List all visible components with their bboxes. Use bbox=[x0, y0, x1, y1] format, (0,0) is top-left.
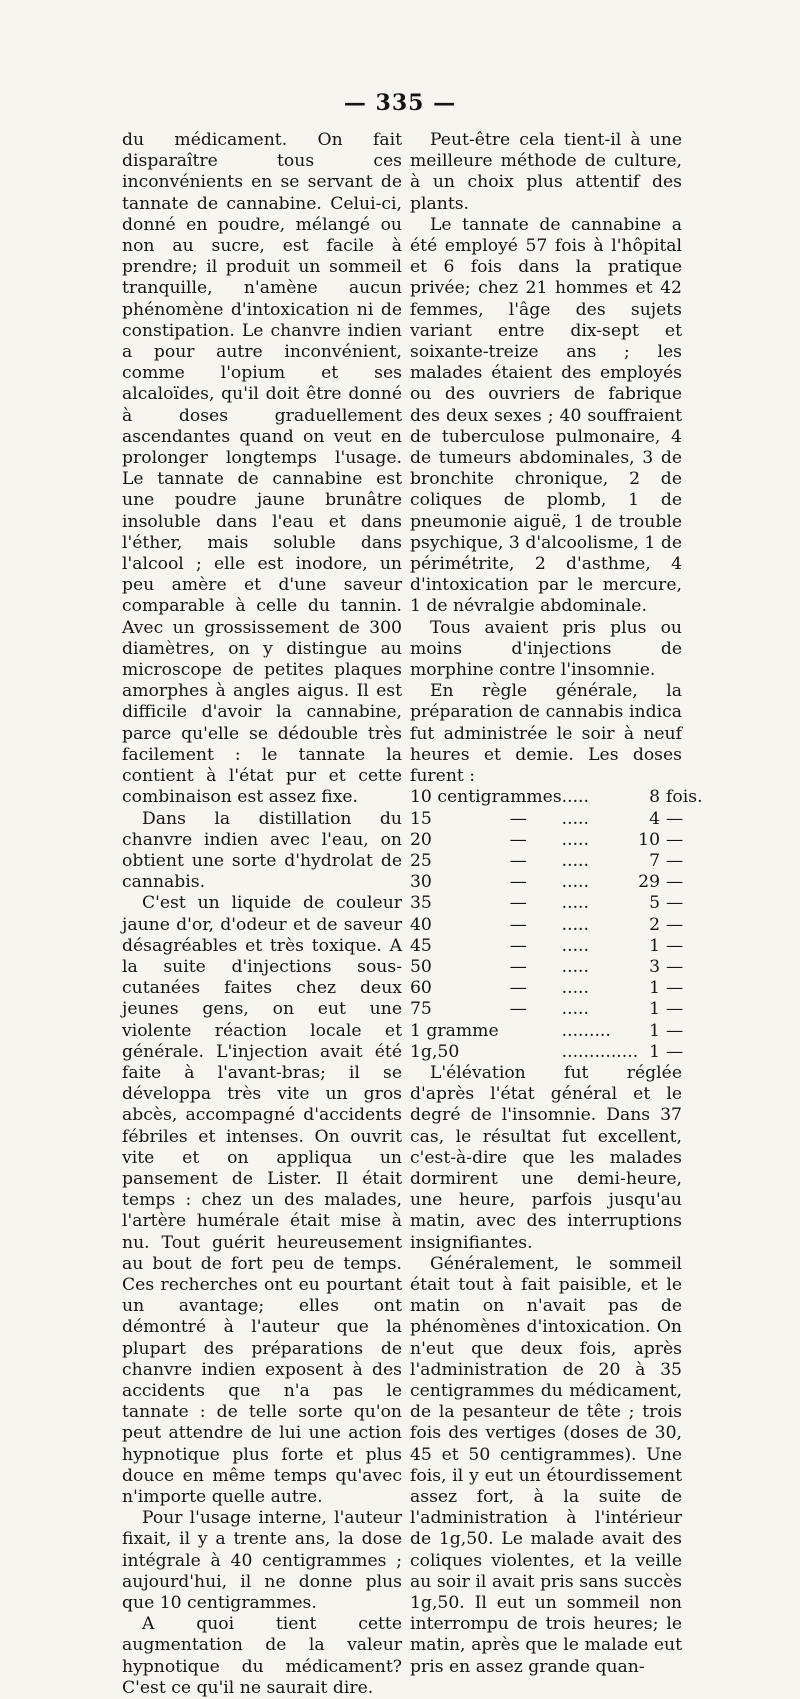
paragraph: Le tannate de cannabine a été employé 57 fois à l'hôpital et 6 fois dans la pratique privée; chez 21 hommes et 42 femmes, l'âge des sujets variant entre dix-sept et soixante-treize ans ; les malades étaient des employés ou des ouvriers de fabrique des deux sexes ; 40 souffraient de tuberculose pulmonaire, 4 de tumeurs abdominales, 3 de bronchite chronique, 2 de coliques de plomb, 1 de pneumonie aiguë, 1 de trouble psychique, 3 d'alcoolisme, 1 de périmétrite, 2 d'asthme, 4 d'intoxication par le mercure, 1 de névralgie abdominale. bbox=[410, 214, 682, 617]
dose-count: 1 bbox=[649, 1041, 661, 1062]
dose-amount: 10 centigrammes bbox=[410, 787, 562, 808]
dose-dots: ......... bbox=[561, 1020, 611, 1041]
dose-unit: — bbox=[666, 893, 684, 914]
dose-amount: 35 bbox=[410, 893, 432, 914]
paragraph: Généralement, le sommeil était tout à fait paisible, et le matin on n'avait pas de phénomènes d'intoxication. On n'eut que deux fois, après l'administration de 20 à 35 centigrammes du médicament, de la pesanteur de tête ; trois fois des vertiges (doses de 30, 45 et 50 centigrammes). Une fois, il y eut un étourdissement assez fort, à la suite de l'administration à l'intérieur de 1g,50. Le malade avait des coliques violentes, et la veille au soir il avait pris sans succès 1g,50. Il eut un sommeil non interrompu de trois heures; le matin, après que le malade eut pris en assez grande quan- bbox=[410, 1253, 682, 1677]
dose-table bbox=[410, 787, 703, 1063]
dose-unit: — bbox=[666, 935, 684, 956]
dose-dash: — bbox=[509, 999, 527, 1020]
dose-amount: 25 bbox=[410, 850, 432, 871]
dose-amount: 1 gramme bbox=[410, 1020, 499, 1041]
dose-row bbox=[410, 809, 703, 830]
dose-unit: fois. bbox=[666, 787, 703, 808]
dose-dots: ..... bbox=[561, 893, 589, 914]
right-column bbox=[410, 130, 703, 1678]
paragraph: A quoi tient cette augmentation de la valeur hypnotique du médicament? C'est ce qu'il ne saurait dire. bbox=[122, 1614, 402, 1698]
dose-unit: — bbox=[666, 850, 684, 871]
dose-dots: ..... bbox=[561, 978, 589, 999]
dose-amount: 45 bbox=[410, 935, 432, 956]
dose-dots: ..... bbox=[561, 914, 589, 935]
page-number: — 335 — bbox=[343, 90, 457, 116]
dose-unit: — bbox=[666, 978, 684, 999]
dose-amount: 75 bbox=[410, 999, 432, 1020]
dose-amount: 20 bbox=[410, 829, 432, 850]
dose-count: 7 bbox=[649, 850, 661, 871]
dose-dots: ..... bbox=[561, 808, 589, 829]
dose-count: 1 bbox=[649, 978, 661, 999]
dose-row bbox=[410, 999, 703, 1020]
dose-dash: — bbox=[509, 872, 527, 893]
dose-count: 29 bbox=[638, 872, 661, 893]
dose-amount: 15 bbox=[410, 808, 432, 829]
dose-row bbox=[410, 1042, 703, 1063]
dose-count: 3 bbox=[649, 956, 661, 977]
right-column-continuation bbox=[410, 1063, 682, 1678]
left-column bbox=[122, 130, 402, 1699]
paragraph: Tous avaient pris plus ou moins d'injections de morphine contre l'insomnie. bbox=[410, 617, 682, 681]
dose-row bbox=[410, 957, 703, 978]
dose-amount: 40 bbox=[410, 914, 432, 935]
dose-amount: 60 bbox=[410, 978, 432, 999]
dose-unit: — bbox=[666, 1020, 684, 1041]
dose-row bbox=[410, 872, 703, 893]
dose-count: 5 bbox=[649, 893, 661, 914]
dose-amount: 50 bbox=[410, 956, 432, 977]
dose-count: 2 bbox=[649, 914, 661, 935]
dose-dots: ..... bbox=[561, 872, 589, 893]
right-column-intro bbox=[410, 130, 682, 787]
dose-count: 1 bbox=[649, 935, 661, 956]
dose-row bbox=[410, 936, 703, 957]
dose-dots: ..... bbox=[561, 935, 589, 956]
dose-dots: ..... bbox=[561, 999, 589, 1020]
dose-count: 4 bbox=[649, 808, 661, 829]
dose-dots: ..... bbox=[561, 850, 589, 871]
dose-unit: — bbox=[666, 956, 684, 977]
dose-amount: 1g,50 bbox=[410, 1041, 460, 1062]
dose-dots: ..... bbox=[561, 787, 589, 808]
dose-row bbox=[410, 1021, 703, 1042]
dose-dash: — bbox=[509, 829, 527, 850]
dose-row bbox=[410, 851, 703, 872]
dose-count: 8 bbox=[649, 787, 661, 808]
dose-count: 1 bbox=[649, 1020, 661, 1041]
dose-count: 1 bbox=[649, 999, 661, 1020]
dose-dash: — bbox=[509, 914, 527, 935]
dose-row bbox=[410, 787, 703, 808]
dose-unit: — bbox=[666, 999, 684, 1020]
dose-unit: — bbox=[666, 808, 684, 829]
paragraph: Dans la distillation du chanvre indien avec l'eau, on obtient une sorte d'hydrolat de cannabis. bbox=[122, 808, 402, 893]
dose-dash: — bbox=[509, 808, 527, 829]
dose-row bbox=[410, 978, 703, 999]
dose-row bbox=[410, 893, 703, 914]
dose-row bbox=[410, 915, 703, 936]
dose-dash: — bbox=[509, 850, 527, 871]
paragraph: Peut-être cela tient-il à une meilleure méthode de culture, à un choix plus attentif des plants. bbox=[410, 130, 682, 214]
dose-dash: — bbox=[509, 935, 527, 956]
dose-dots: ..... bbox=[561, 829, 589, 850]
dose-dash: — bbox=[509, 978, 527, 999]
dose-unit: — bbox=[666, 1041, 684, 1062]
dose-unit: — bbox=[666, 914, 684, 935]
dose-unit: — bbox=[666, 872, 684, 893]
dose-dots: ..... bbox=[561, 956, 589, 977]
paragraph: En règle générale, la préparation de cannabis indica fut administrée le soir à neuf heures et demie. Les doses furent : bbox=[410, 681, 682, 787]
paragraph: du médicament. On fait disparaître tous ces inconvénients en se servant de tannate de cannabine. Celui-ci, donné en poudre, mélangé ou non au sucre, est facile à prendre; il produit un sommeil tranquille, n'amène aucun phénomène d'intoxication ni de constipation. Le chanvre indien a pour autre inconvénient, comme l'opium et ses alcaloïdes, qu'il doit être donné à doses graduellement ascendantes quand on veut en prolonger longtemps l'usage. Le tannate de cannabine est une poudre jaune brunâtre insoluble dans l'eau et dans l'éther, mais soluble dans l'alcool ; elle est inodore, un peu amère et d'une saveur comparable à celle du tannin. Avec un grossissement de 300 diamètres, on y distingue au microscope de petites plaques amorphes à angles aigus. Il est difficile d'avoir la cannabine, parce qu'elle se dédouble très facilement : le tannate la contient à l'état pur et cette combinaison est assez fixe. bbox=[122, 130, 402, 808]
dose-dash: — bbox=[509, 956, 527, 977]
dose-dots: .............. bbox=[561, 1041, 639, 1062]
dose-dash: — bbox=[509, 893, 527, 914]
paragraph: C'est un liquide de couleur jaune d'or, d'odeur et de saveur désagréables et très toxique. A la suite d'injections sous-cutanées faites chez deux jeunes gens, on eut une violente réaction locale et générale. L'injection avait été faite à l'avant-bras; il se développa très vite un gros abcès, accompagné d'accidents fébriles et intenses. On ouvrit vite et on appliqua un pansement de Lister. Il était temps : chez un des malades, l'artère humérale était mise à nu. Tout guérit heureusement au bout de fort peu de temps. Ces recherches ont eu pourtant un avantage; elles ont démontré à l'auteur que la plupart des préparations de chanvre indien exposent à des accidents que n'a pas le tannate : de telle sorte qu'on peut attendre de lui une action hypnotique plus forte et plus douce en même temps qu'avec n'importe quelle autre. bbox=[122, 893, 402, 1507]
dose-count: 10 bbox=[638, 829, 661, 850]
paragraph: L'élévation fut réglée d'après l'état général et le degré de l'insomnie. Dans 37 cas, le résultat fut excellent, c'est-à-dire que les malades dormirent une demi-heure, une heure, parfois jusqu'au matin, avec des interruptions insignifiantes. bbox=[410, 1062, 682, 1253]
paragraph: Pour l'usage interne, l'auteur fixait, il y a trente ans, la dose intégrale à 40 centigrammes ; aujourd'hui, il ne donne plus que 10 centigrammes. bbox=[122, 1508, 402, 1614]
dose-row bbox=[410, 830, 703, 851]
dose-unit: — bbox=[666, 829, 684, 850]
dose-amount: 30 bbox=[410, 872, 432, 893]
